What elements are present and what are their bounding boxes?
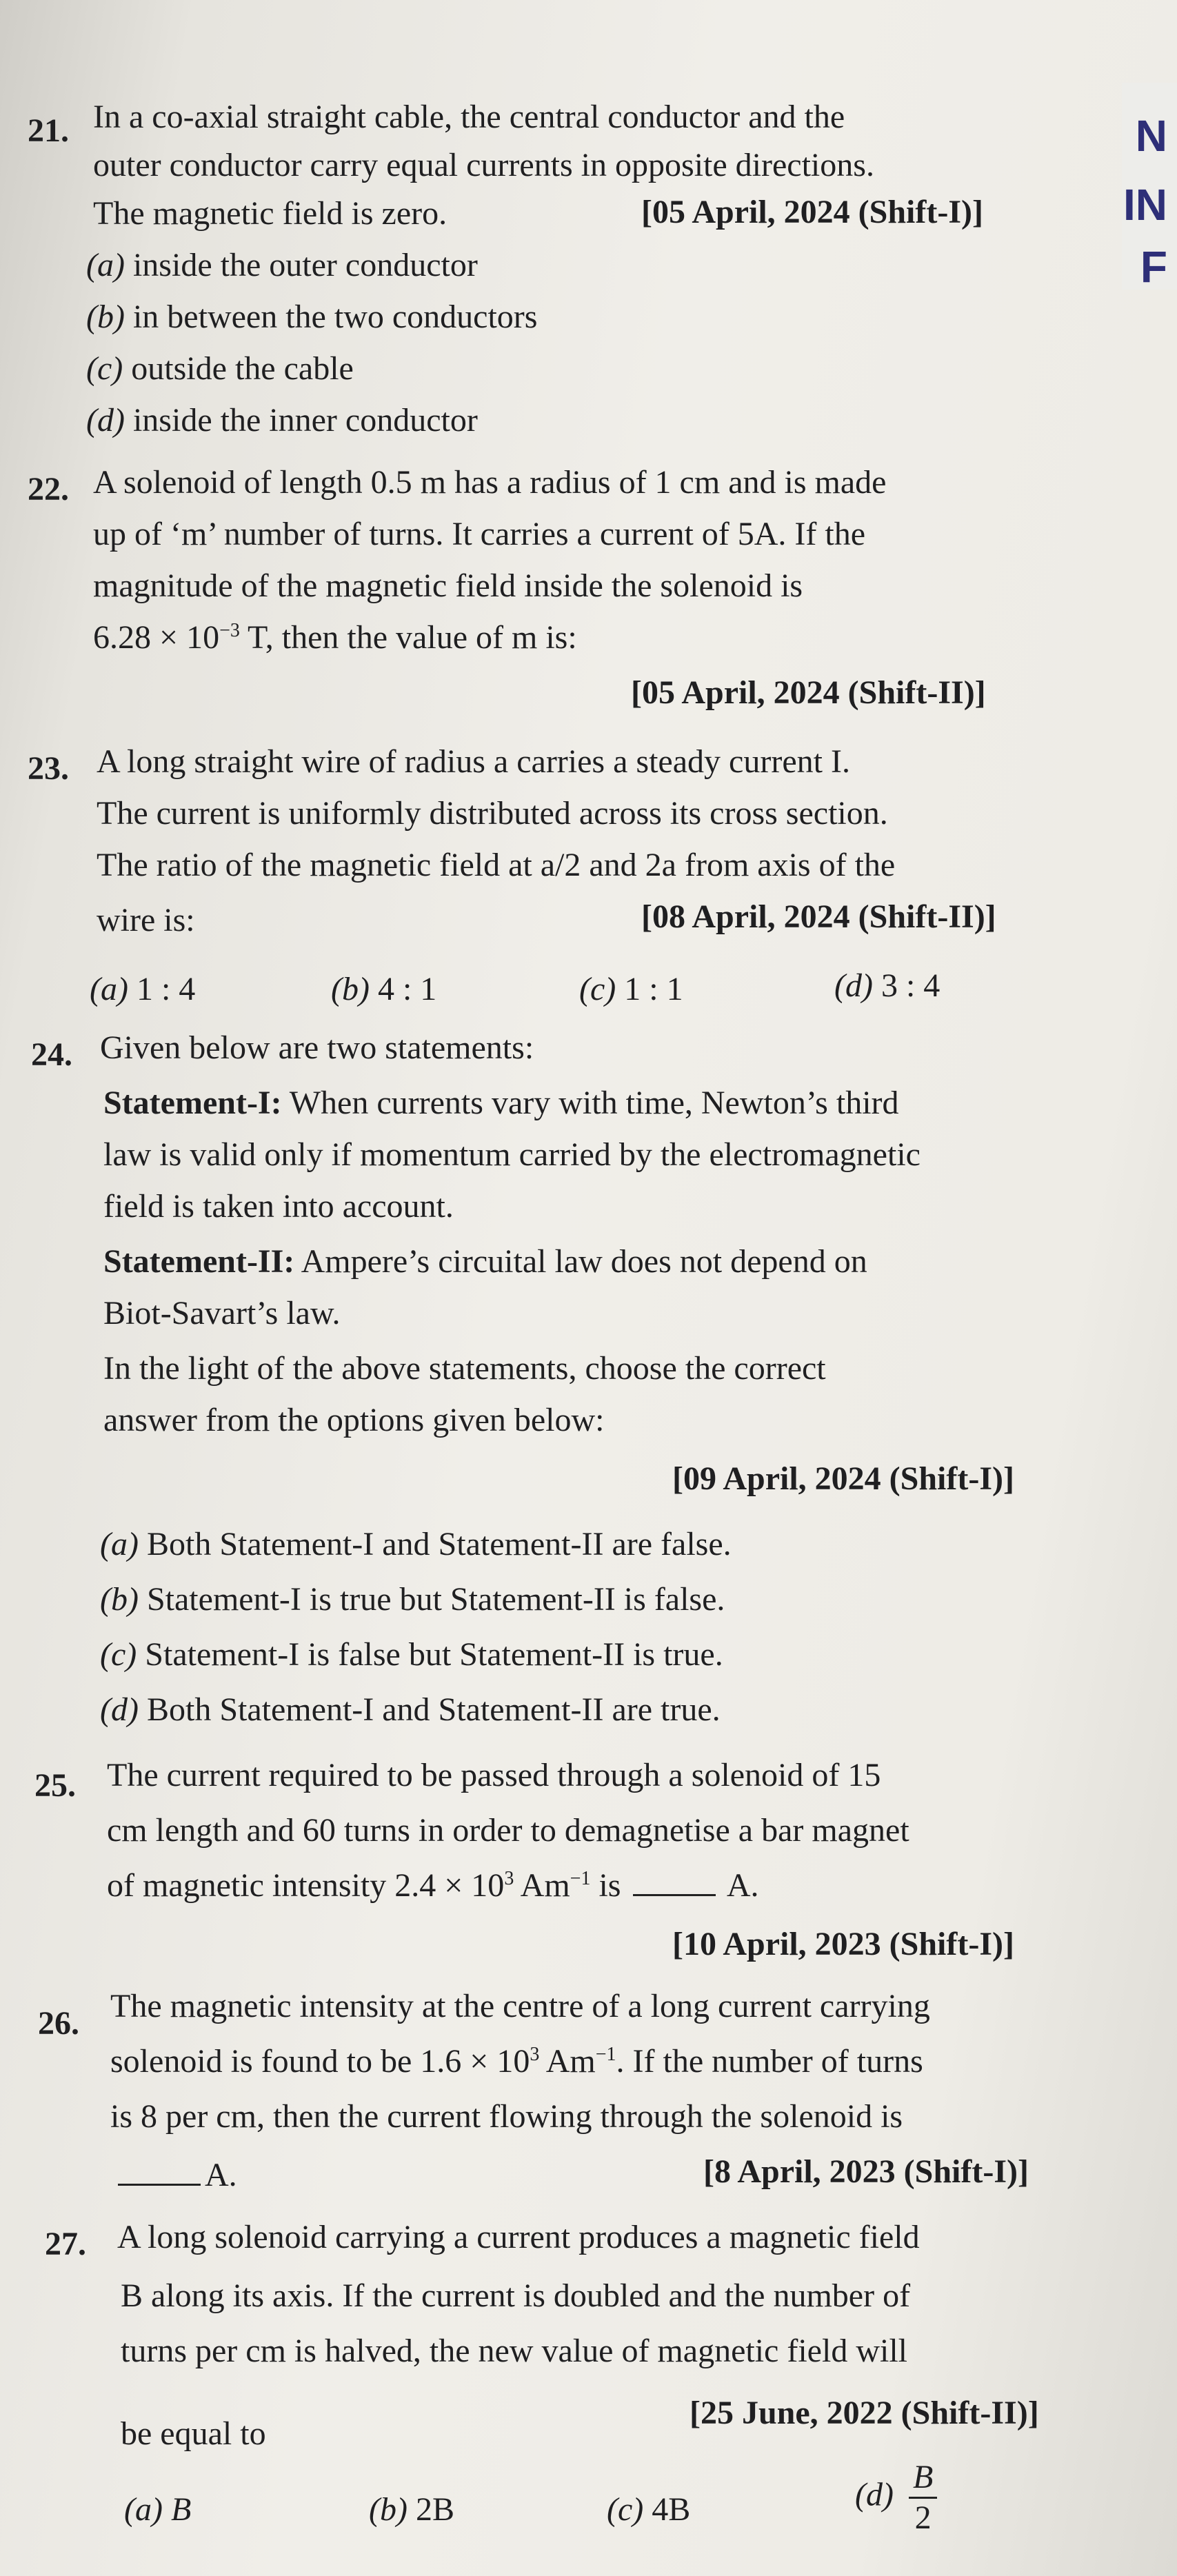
option-d: (d) Both Statement-I and Statement-II are true. (100, 1691, 721, 1728)
option-c: (c) outside the cable (86, 350, 354, 387)
fraction: $\frac{B}{2}$ (909, 2458, 937, 2537)
question-text-line: A. (114, 2155, 237, 2196)
exam-source: [09 April, 2024 (Shift-I)] (672, 1460, 1014, 1497)
question-number: 25. (34, 1767, 76, 1804)
option-a: (a) B (124, 2491, 192, 2528)
exam-source: [10 April, 2023 (Shift-I)] (672, 1926, 1014, 1962)
statement-1: Statement-I: When currents vary with time, Newton’s third (103, 1085, 899, 1121)
statement-2: Statement-II: Ampere’s circuital law does not depend on (103, 1243, 867, 1280)
question-text-line: magnitude of the magnetic field inside the solenoid is (93, 567, 803, 604)
question-number: 22. (28, 471, 69, 507)
question-number: 24. (31, 1036, 72, 1073)
question-text-line: $6.28 \times 10^{-3}$ T, then the value of m is: (93, 619, 577, 656)
question-number: 21. (28, 112, 69, 149)
question-text-line: The current is uniformly distributed across its cross section. (97, 795, 888, 832)
exam-source: [08 April, 2024 (Shift-II)] (641, 898, 996, 935)
answer-blank (633, 1868, 716, 1896)
option-c: (c) 1 : 1 (579, 971, 683, 1007)
question-intro: Given below are two statements: (100, 1029, 534, 1066)
option-a: (a) inside the outer conductor (86, 247, 478, 283)
question-number: 27. (45, 2226, 86, 2262)
exam-source: [8 April, 2023 (Shift-I)] (703, 2153, 1029, 2190)
option-d: (d) 3 : 4 (834, 967, 940, 1004)
option-c: (c) Statement-I is false but Statement-II is true. (100, 1636, 723, 1673)
question-text-line: is 8 per cm, then the current flowing through the solenoid is (110, 2098, 903, 2135)
question-text-line: The current required to be passed through a solenoid of 15 (107, 1757, 881, 1793)
statement-1-cont: field is taken into account. (103, 1188, 454, 1225)
question-text-line: A long solenoid carrying a current produces a magnetic field (117, 2219, 920, 2255)
statement-1-cont: law is valid only if momentum carried by the electromagnetic (103, 1136, 921, 1173)
question-text-line: In the light of the above statements, choose the correct (103, 1350, 826, 1387)
option-b: (b) Statement-I is true but Statement-II is false. (100, 1581, 725, 1618)
question-text-line: wire is: (97, 902, 195, 938)
question-text-line: B along its axis. If the current is doubled and the number of (121, 2277, 911, 2314)
option-b: (b) in between the two conductors (86, 299, 538, 335)
edge-letter-n: N (1135, 111, 1167, 161)
question-text-line: cm length and 60 turns in order to demagnetise a bar magnet (107, 1812, 909, 1849)
statement-2-cont: Biot-Savart’s law. (103, 1295, 341, 1331)
question-number: 23. (28, 750, 69, 787)
option-a: (a) Both Statement-I and Statement-II are false. (100, 1526, 732, 1562)
question-text-line: The ratio of the magnetic field at a/2 and 2a from axis of the (97, 847, 896, 883)
option-a: (a) 1 : 4 (90, 971, 196, 1007)
question-text-line: of magnetic intensity $2.4 \times 10^3$ $Am^{-1}$ is A. (107, 1867, 759, 1904)
question-text-line: answer from the options given below: (103, 1402, 605, 1438)
question-text-line: outer conductor carry equal currents in opposite directions. (93, 147, 874, 183)
page-edge-strip (1122, 83, 1177, 290)
option-d: (d) inside the inner conductor (86, 402, 478, 439)
answer-blank (118, 2157, 201, 2186)
question-text-line: turns per cm is halved, the new value of magnetic field will (121, 2333, 907, 2369)
question-text-line: A solenoid of length 0.5 m has a radius of 1 cm and is made (93, 464, 887, 501)
question-text-line: up of ‘m’ number of turns. It carries a current of 5A. If the (93, 516, 866, 552)
exam-source: [25 June, 2022 (Shift-II)] (690, 2395, 1039, 2431)
question-text-line: In a co-axial straight cable, the central conductor and the (93, 99, 845, 135)
edge-letter-in: IN (1123, 180, 1167, 230)
question-text-line: be equal to (121, 2415, 266, 2452)
exam-source: [05 April, 2024 (Shift-I)] (641, 194, 983, 230)
question-number: 26. (38, 2005, 79, 2042)
exam-source: [05 April, 2024 (Shift-II)] (631, 674, 986, 711)
question-text-line: The magnetic field is zero. (93, 195, 447, 232)
option-b: (b) 4 : 1 (331, 971, 437, 1007)
question-text-line: A long straight wire of radius a carries a steady current I. (97, 743, 850, 780)
question-text-line: The magnetic intensity at the centre of a long current carrying (110, 1988, 930, 2024)
edge-letter-f: F (1140, 242, 1167, 292)
question-text-line: solenoid is found to be $1.6 \times 10^3$ $Am^{-1}$. If the number of turns (110, 2043, 923, 2080)
option-b: (b) 2B (369, 2491, 454, 2528)
option-d: (d) $\frac{B}{2}$ (855, 2458, 937, 2537)
option-c: (c) 4B (607, 2491, 691, 2528)
